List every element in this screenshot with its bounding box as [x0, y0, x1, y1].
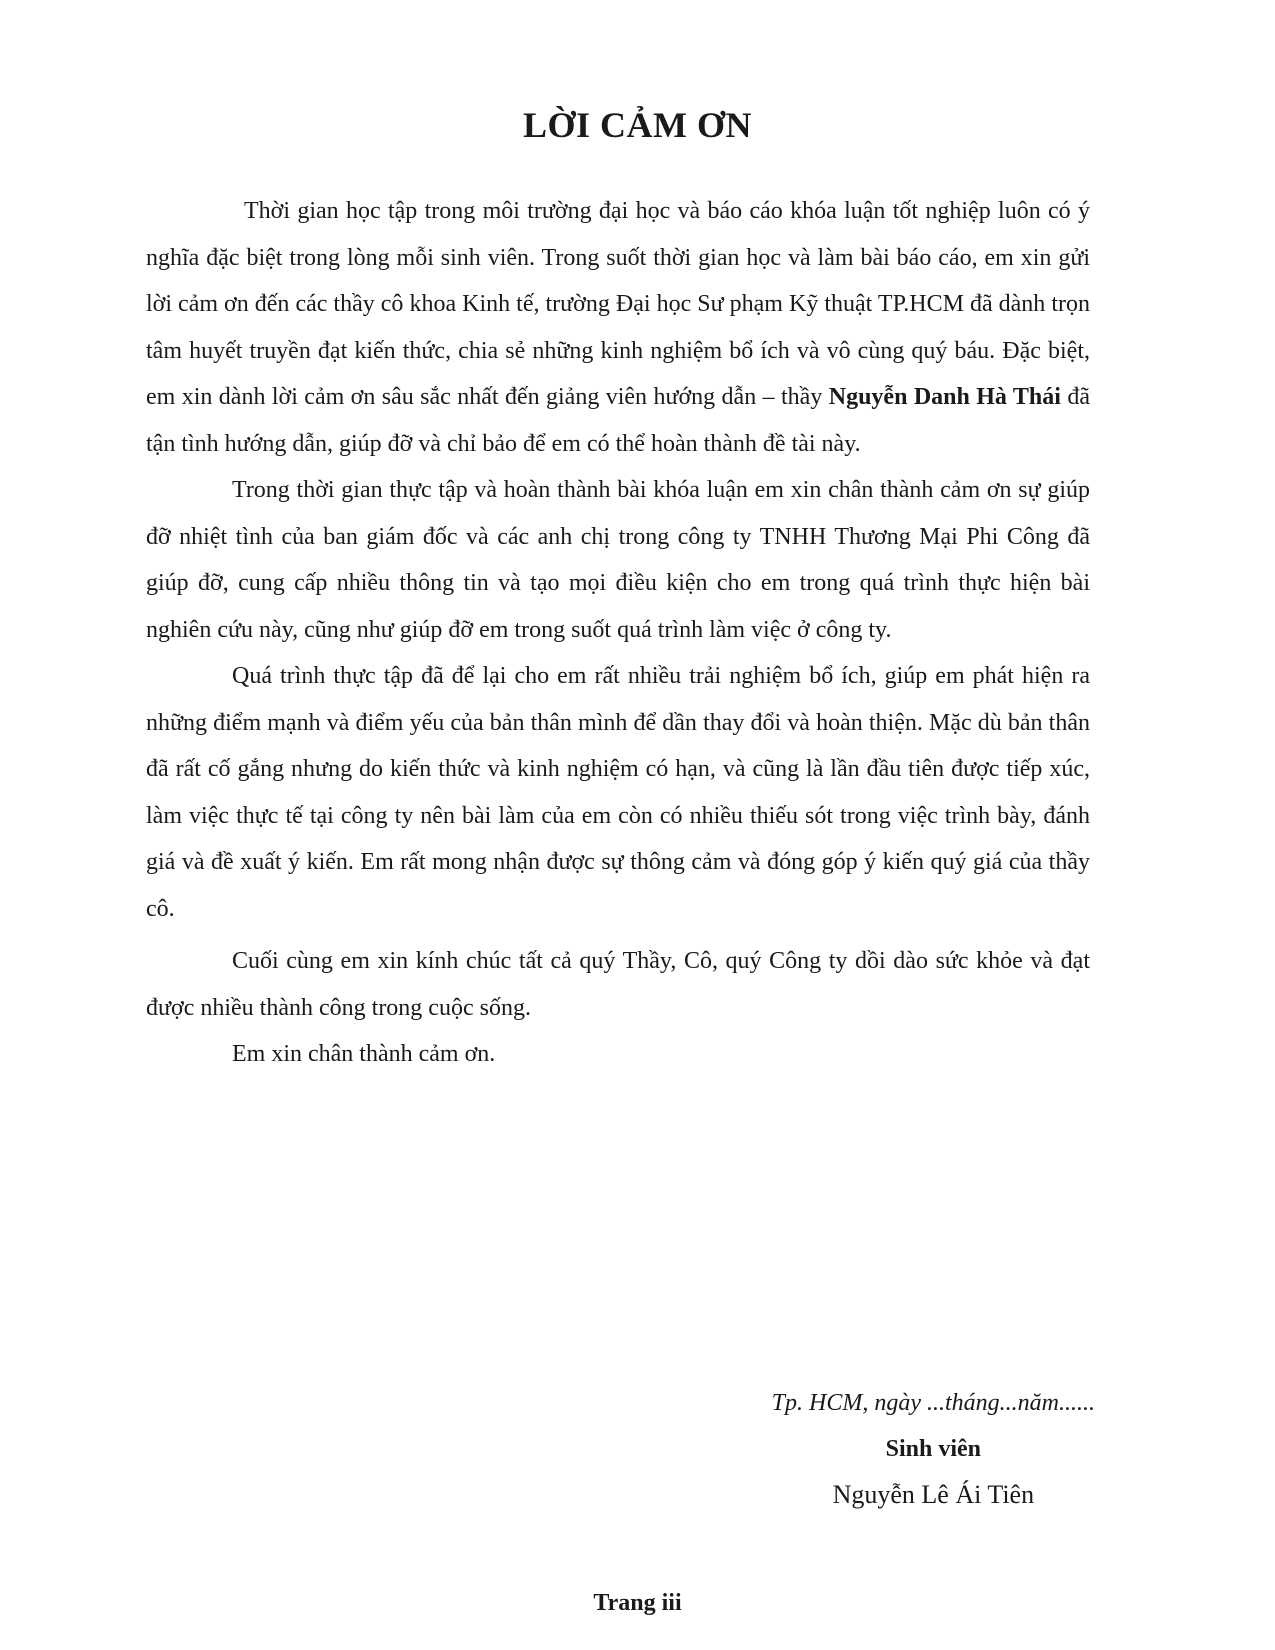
signature-role: Sinh viên — [885, 1436, 982, 1462]
page-title: LỜI CẢM ƠN — [523, 105, 752, 145]
paragraph-2: Trong thời gian thực tập và hoàn thành bài khóa luận em xin chân thành cảm ơn sự giúp đỡ nhiệt tình của ban giám đốc và các anh chị trong công ty TNHH Thương Mại Phi Công đã giúp đỡ, cung cấp nhiều thông tin và tạo mọi điều kiện cho em trong quá trình thực hiện bài nghiên cứu này, cũng như giúp đỡ em trong suốt quá trình làm việc ở công ty. — [146, 477, 1090, 643]
signature-name: Nguyễn Lê Ái Tiên — [832, 1480, 1035, 1509]
paragraph-5: Em xin chân thành cảm ơn. — [232, 1041, 496, 1067]
signature-date: Tp. HCM, ngày ...tháng...năm...... — [771, 1390, 1095, 1416]
acknowledgement-body — [146, 188, 1090, 1078]
paragraph-1 — [146, 188, 1090, 467]
page-number: Trang iii — [593, 1590, 682, 1616]
paragraph-3: Quá trình thực tập đã để lại cho em rất nhiều trải nghiệm bổ ích, giúp em phát hiện ra những điểm mạnh và điểm yếu của bản thân mình để dần thay đổi và hoàn thiện. Mặc dù bản thân đã rất cố gắng nhưng do kiến thức và kinh nghiệm có hạn, và cũng là lần đầu tiên được tiếp xúc, làm việc thực tế tại công ty nên bài làm của em còn có nhiều thiếu sót trong việc trình bày, đánh giá và đề xuất ý kiến. Em rất mong nhận được sự thông cảm và đóng góp ý kiến quý giá của thầy cô. — [146, 663, 1090, 922]
paragraph-4: Cuối cùng em xin kính chúc tất cả quý Thầy, Cô, quý Công ty dồi dào sức khỏe và đạt được nhiều thành công trong cuộc sống. — [146, 948, 1090, 1021]
paragraph-1-text-start: Thời gian học tập trong môi trường đại học và báo cáo khóa luận tốt nghiệp luôn có ý nghĩa đặc biệt trong lòng mỗi sinh viên. Trong suốt thời gian học và làm bài báo cáo, em xin gửi lời cảm ơn đến các thầy cô khoa Kinh tế, trường Đại học Sư phạm Kỹ thuật TP.HCM đã dành trọn tâm huyết truyền đạt kiến thức, chia sẻ những kinh nghiệm bổ ích và vô cùng quý báu. Đặc biệt, em xin dành lời cảm ơn sâu sắc nhất đến giảng viên hướng dẫn – thầy — [146, 198, 1090, 410]
signature-block — [772, 1380, 1095, 1518]
advisor-name: Nguyễn Danh Hà Thái — [828, 384, 1061, 410]
paragraph-1-text-end: đã tận tình hướng dẫn, giúp đỡ và chỉ bảo để em có thể hoàn thành đề tài này. — [146, 384, 1090, 457]
